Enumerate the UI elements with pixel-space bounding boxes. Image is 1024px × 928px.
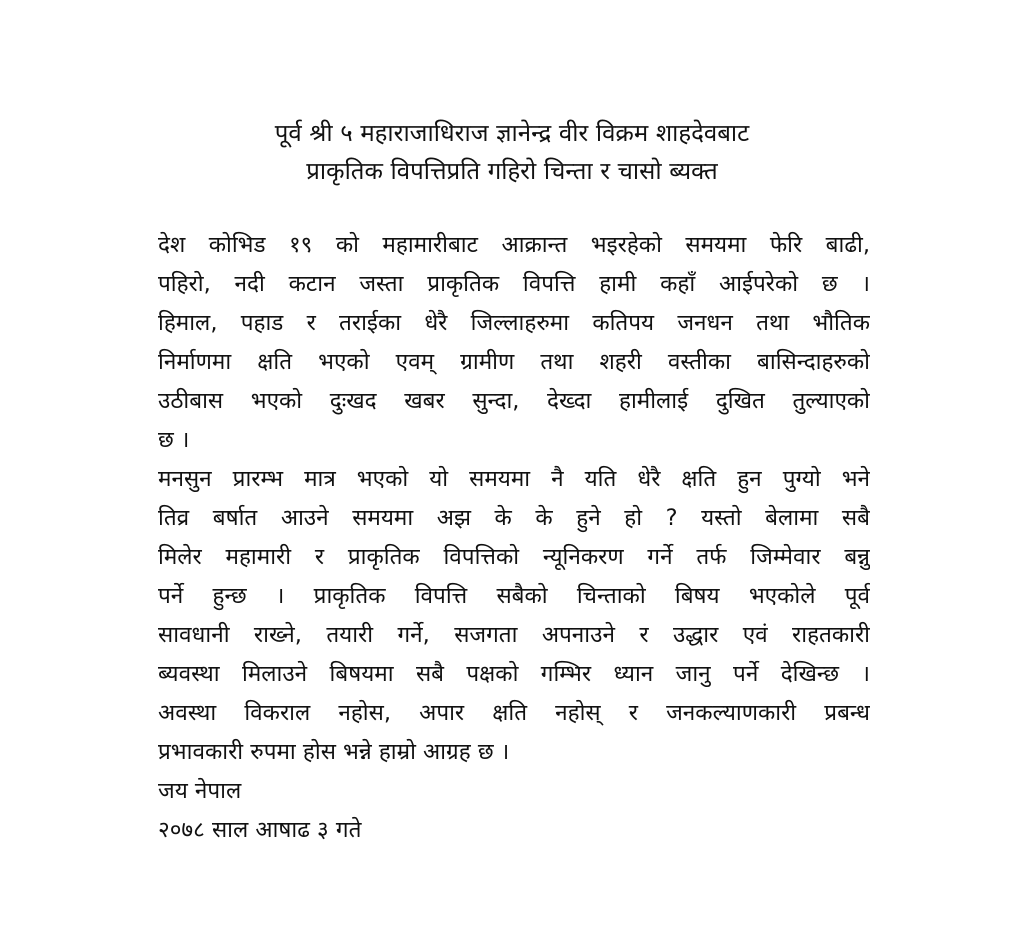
body-line: हिमाल, पहाड र तराईका धेरै जिल्लाहरुमा कतिपय जनधन तथा भौतिक xyxy=(158,310,870,336)
statement-title-line-2: प्राकृतिक विपत्तिप्रति गहिरो चिन्ता र चासो ब्यक्त xyxy=(306,157,718,185)
body-line: देश कोभिड १९ को महामारीबाट आक्रान्त भइरहेको समयमा फेरि बाढी, xyxy=(158,232,870,258)
body-line: मिलेर महामारी र प्राकृतिक विपत्तिको न्यूनिकरण गर्ने तर्फ जिम्मेवार बन्नु xyxy=(158,544,870,570)
body-line: मनसुन प्रारम्भ मात्र भएको यो समयमा नै यति धेरै क्षति हुन पुग्यो भने xyxy=(158,466,870,492)
body-line: ब्यवस्था मिलाउने बिषयमा सबै पक्षको गम्भिर ध्यान जानु पर्ने देखिन्छ । xyxy=(158,661,870,687)
statement-date: २०७८ साल आषाढ ३ गते xyxy=(158,817,362,843)
body-line: पहिरो, नदी कटान जस्ता प्राकृतिक विपत्ति हामी कहाँ आईपरेको छ । xyxy=(158,271,870,297)
body-line: अवस्था विकराल नहोस, अपार क्षति नहोस् र जनकल्याणकारी प्रबन्ध xyxy=(158,700,870,726)
body-line: छ । xyxy=(158,427,190,453)
body-line: तिव्र बर्षात आउने समयमा अझ के के हुने हो ? यस्तो बेलामा सबै xyxy=(158,505,870,531)
body-line: प्रभावकारी रुपमा होस भन्ने हाम्रो आग्रह छ । xyxy=(158,739,510,765)
body-line: सावधानी राख्ने, तयारी गर्ने, सजगता अपनाउने र उद्धार एवं राहतकारी xyxy=(158,622,870,648)
closing-salutation: जय नेपाल xyxy=(158,778,242,804)
body-line: पर्ने हुन्छ । प्राकृतिक विपत्ति सबैको चिन्ताको बिषय भएकोले पूर्व xyxy=(158,583,870,609)
body-line: उठीबास भएको दुःखद खबर सुन्दा, देख्दा हामीलाई दुखित तुल्याएको xyxy=(158,388,870,414)
body-line: निर्माणमा क्षति भएको एवम् ग्रामीण तथा शहरी वस्तीका बासिन्दाहरुको xyxy=(158,349,870,375)
statement-title-line-1: पूर्व श्री ५ महाराजाधिराज ज्ञानेन्द्र वीर विक्रम शाहदेवबाट xyxy=(274,119,750,147)
